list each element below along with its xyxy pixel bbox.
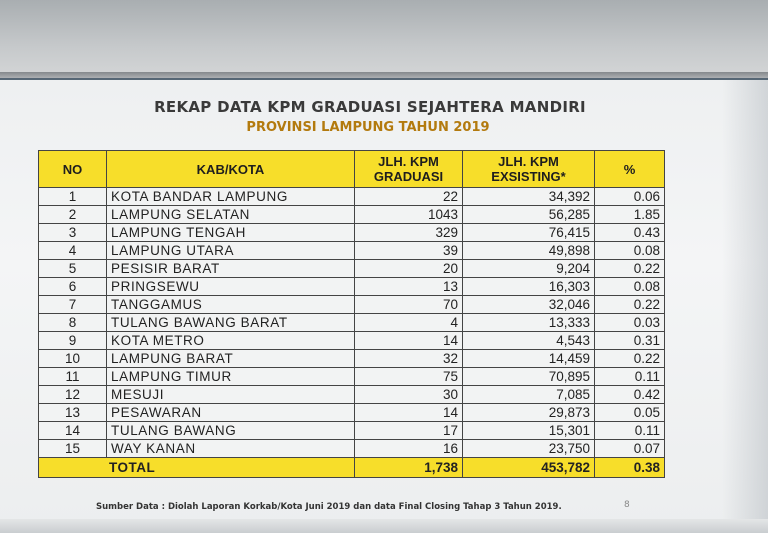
table-row [39,224,665,242]
row-jlh-kpm-existing: 14,459 [463,350,595,368]
table-row [39,386,665,404]
row-jlh-kpm-graduasi: 4 [355,314,463,332]
header-percent: % [595,151,665,188]
row-no: 15 [39,440,107,458]
row-no: 6 [39,278,107,296]
row-no: 4 [39,242,107,260]
header-existing-line1: JLH. KPM [498,154,559,169]
row-jlh-kpm-existing: 34,392 [463,188,595,206]
row-kab-kota: TANGGAMUS [107,296,355,314]
kpm-graduasi-table [38,150,665,478]
table-header-row [39,151,665,188]
total-existing: 453,782 [463,458,595,478]
row-kab-kota: LAMPUNG TENGAH [107,224,355,242]
row-no: 1 [39,188,107,206]
row-jlh-kpm-existing: 7,085 [463,386,595,404]
row-jlh-kpm-existing: 49,898 [463,242,595,260]
row-jlh-kpm-graduasi: 16 [355,440,463,458]
row-jlh-kpm-existing: 56,285 [463,206,595,224]
table-row [39,314,665,332]
row-jlh-kpm-existing: 76,415 [463,224,595,242]
row-percent: 0.08 [595,278,665,296]
row-percent: 0.07 [595,440,665,458]
row-kab-kota: PRINGSEWU [107,278,355,296]
row-kab-kota: WAY KANAN [107,440,355,458]
row-jlh-kpm-graduasi: 1043 [355,206,463,224]
table-row [39,296,665,314]
table-row [39,350,665,368]
table-row [39,278,665,296]
row-jlh-kpm-existing: 29,873 [463,404,595,422]
row-percent: 0.11 [595,422,665,440]
row-percent: 0.43 [595,224,665,242]
row-no: 13 [39,404,107,422]
total-percent: 0.38 [595,458,665,478]
document-title: REKAP DATA KPM GRADUASI SEJAHTERA MANDIRI [154,98,586,116]
header-graduasi-line1: JLH. KPM [378,154,439,169]
table-row [39,206,665,224]
row-jlh-kpm-graduasi: 75 [355,368,463,386]
header-graduasi-line2: GRADUASI [373,169,444,184]
row-no: 2 [39,206,107,224]
row-jlh-kpm-graduasi: 30 [355,386,463,404]
row-percent: 1.85 [595,206,665,224]
row-no: 14 [39,422,107,440]
row-kab-kota: LAMPUNG UTARA [107,242,355,260]
row-no: 7 [39,296,107,314]
table-row [39,188,665,206]
page-above-fold [0,0,768,78]
row-jlh-kpm-graduasi: 39 [355,242,463,260]
row-jlh-kpm-graduasi: 22 [355,188,463,206]
row-kab-kota: KOTA METRO [107,332,355,350]
row-jlh-kpm-existing: 23,750 [463,440,595,458]
row-no: 8 [39,314,107,332]
total-row [39,458,665,478]
source-note: Sumber Data : Diolah Laporan Korkab/Kota Juni 2019 dan data Final Closing Tahap 3 Tahun 2019. [96,502,562,512]
row-kab-kota: PESISIR BARAT [107,260,355,278]
row-kab-kota: LAMPUNG TIMUR [107,368,355,386]
row-jlh-kpm-existing: 15,301 [463,422,595,440]
row-no: 9 [39,332,107,350]
row-jlh-kpm-existing: 13,333 [463,314,595,332]
row-no: 10 [39,350,107,368]
table-row [39,260,665,278]
row-kab-kota: PESAWARAN [107,404,355,422]
row-percent: 0.06 [595,188,665,206]
header-jlh-kpm-existing [463,151,595,188]
row-jlh-kpm-existing: 32,046 [463,296,595,314]
page-bottom-edge [0,519,768,533]
row-kab-kota: LAMPUNG SELATAN [107,206,355,224]
row-percent: 0.31 [595,332,665,350]
row-jlh-kpm-graduasi: 14 [355,404,463,422]
row-jlh-kpm-graduasi: 13 [355,278,463,296]
row-kab-kota: LAMPUNG BARAT [107,350,355,368]
row-jlh-kpm-graduasi: 20 [355,260,463,278]
header-kab-kota: KAB/KOTA [107,151,355,188]
row-jlh-kpm-graduasi: 14 [355,332,463,350]
total-graduasi: 1,738 [355,458,463,478]
row-jlh-kpm-graduasi: 32 [355,350,463,368]
row-jlh-kpm-graduasi: 17 [355,422,463,440]
total-label: TOTAL [39,458,355,478]
row-no: 12 [39,386,107,404]
row-percent: 0.22 [595,296,665,314]
row-kab-kota: KOTA BANDAR LAMPUNG [107,188,355,206]
page-number: 8 [624,500,630,510]
row-percent: 0.05 [595,404,665,422]
row-percent: 0.22 [595,350,665,368]
header-no: NO [39,151,107,188]
row-jlh-kpm-graduasi: 70 [355,296,463,314]
row-jlh-kpm-existing: 70,895 [463,368,595,386]
row-percent: 0.22 [595,260,665,278]
row-jlh-kpm-existing: 16,303 [463,278,595,296]
row-kab-kota: TULANG BAWANG [107,422,355,440]
row-kab-kota: MESUJI [107,386,355,404]
row-jlh-kpm-existing: 4,543 [463,332,595,350]
row-percent: 0.03 [595,314,665,332]
table-row [39,242,665,260]
row-percent: 0.08 [595,242,665,260]
row-no: 3 [39,224,107,242]
header-jlh-kpm-graduasi [355,151,463,188]
row-jlh-kpm-existing: 9,204 [463,260,595,278]
table-row [39,368,665,386]
table-row [39,404,665,422]
table-row [39,422,665,440]
page-edge-shade [722,80,768,533]
row-no: 11 [39,368,107,386]
row-percent: 0.42 [595,386,665,404]
document-subtitle: PROVINSI LAMPUNG TAHUN 2019 [246,120,490,135]
header-existing-line2: EXSISTING* [491,169,566,184]
table-row [39,332,665,350]
row-jlh-kpm-graduasi: 329 [355,224,463,242]
row-kab-kota: TULANG BAWANG BARAT [107,314,355,332]
table-row [39,440,665,458]
row-percent: 0.11 [595,368,665,386]
row-no: 5 [39,260,107,278]
